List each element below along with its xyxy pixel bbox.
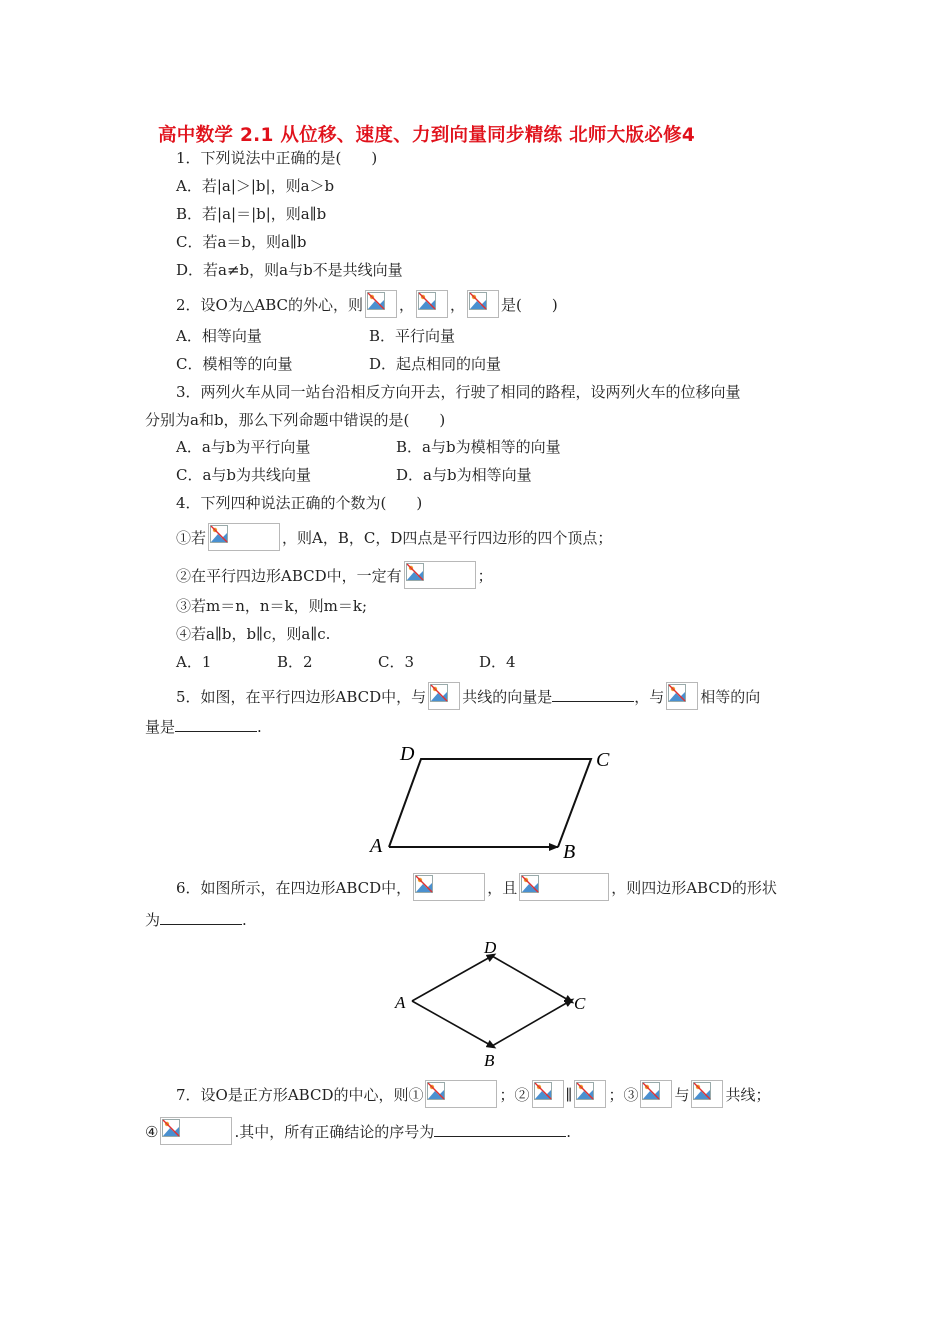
- q1-option-c: C．若a＝b，则a∥b: [176, 233, 307, 251]
- q1-option-b: B．若|a|＝|b|，则a∥b: [176, 205, 327, 223]
- formula-image-placeholder: [666, 682, 698, 710]
- broken-image-icon: [576, 1082, 594, 1100]
- formula-image-placeholder: [640, 1080, 672, 1108]
- label-c: C: [574, 994, 586, 1013]
- q4-option-a: A．1: [176, 653, 212, 671]
- q4-option-c: C．3: [378, 653, 415, 671]
- answer-blank[interactable]: [160, 910, 242, 925]
- formula-image-placeholder: [365, 290, 397, 318]
- q4-option-b: B．2: [277, 653, 313, 671]
- vector-bc: [492, 1001, 570, 1046]
- q1-option-a: A．若|a|＞|b|，则a＞b: [176, 177, 335, 195]
- q4-statement-1: ①若 ，则A，B，C，D四点是平行四边形的四个顶点；: [176, 525, 612, 553]
- q4-statement-4: ④若a∥b，b∥c，则a∥c.: [176, 625, 331, 643]
- q2-option-c: C．模相等的向量: [176, 355, 293, 373]
- formula-image-placeholder: [467, 290, 499, 318]
- formula-image-placeholder: [413, 873, 485, 901]
- answer-blank[interactable]: [552, 687, 634, 702]
- broken-image-icon: [418, 292, 436, 310]
- q2-stem-post: 是( ): [501, 296, 558, 314]
- label-a: A: [395, 993, 406, 1012]
- vector-dc: [492, 956, 570, 1001]
- broken-image-icon: [668, 684, 686, 702]
- broken-image-icon: [427, 1082, 445, 1100]
- parallelogram-figure: [360, 738, 620, 864]
- q2-option-a: A．相等向量: [176, 327, 262, 345]
- q3-option-c: C．a与b为共线向量: [176, 466, 312, 484]
- answer-blank[interactable]: [175, 717, 257, 732]
- broken-image-icon: [162, 1119, 180, 1137]
- q2-stem-pre: 2．设O为△ABC的外心，则: [176, 296, 363, 314]
- broken-image-icon: [210, 525, 228, 543]
- q6-stem-line2: 为 .: [145, 911, 247, 929]
- formula-image-placeholder: [160, 1117, 232, 1145]
- label-b: B: [563, 841, 576, 863]
- formula-image-placeholder: [574, 1080, 606, 1108]
- rhombus-figure: [390, 934, 600, 1070]
- broken-image-icon: [406, 563, 424, 581]
- broken-image-icon: [693, 1082, 711, 1100]
- broken-image-icon: [521, 875, 539, 893]
- label-d: D: [400, 743, 415, 765]
- q4-statement-2: ②在平行四边形ABCD中，一定有 ；: [176, 563, 493, 591]
- broken-image-icon: [367, 292, 385, 310]
- label-d: D: [484, 938, 497, 957]
- q3-option-b: B．a与b为模相等的向量: [396, 438, 561, 456]
- q2-option-d: D．起点相同的向量: [369, 355, 502, 373]
- formula-image-placeholder: [416, 290, 448, 318]
- q6-stem-line1: 6．如图所示，在四边形ABCD中， ，且 ，则四边形ABCD的形状: [176, 875, 777, 903]
- q3-option-a: A．a与b为平行向量: [176, 438, 311, 456]
- q1-stem: 1．下列说法中正确的是( ): [176, 149, 378, 167]
- vector-ab: [412, 1001, 492, 1046]
- broken-image-icon: [430, 684, 448, 702]
- formula-image-placeholder: [532, 1080, 564, 1108]
- q7-stem-line2: ④ .其中，所有正确结论的序号为 .: [145, 1119, 571, 1147]
- parallelogram-sides: [389, 759, 591, 847]
- q4-option-d: D．4: [479, 653, 516, 671]
- page-title: 高中数学 2.1 从位移、速度、力到向量同步精练 北师大版必修4: [158, 125, 696, 146]
- label-a: A: [370, 835, 383, 857]
- label-c: C: [596, 749, 610, 771]
- formula-image-placeholder: [404, 561, 476, 589]
- q2-option-b: B．平行向量: [369, 327, 456, 345]
- broken-image-icon: [642, 1082, 660, 1100]
- label-b: B: [484, 1051, 495, 1070]
- formula-image-placeholder: [425, 1080, 497, 1108]
- vector-ad: [412, 956, 492, 1001]
- q3-stem-line2: 分别为a和b，那么下列命题中错误的是( ): [145, 411, 446, 429]
- q3-stem-line1: 3．两列火车从同一站台沿相反方向开去，行驶了相同的路程，设两列火车的位移向量: [176, 383, 741, 401]
- broken-image-icon: [534, 1082, 552, 1100]
- answer-blank[interactable]: [434, 1122, 566, 1137]
- formula-image-placeholder: [208, 523, 280, 551]
- q2-stem: 2．设O为△ABC的外心，则 ， ， 是( ): [176, 292, 558, 320]
- q7-stem-line1: 7．设O是正方形ABCD的中心，则① ；② ∥ ；③ 与 共线；: [176, 1082, 770, 1110]
- q4-stem: 4．下列四种说法正确的个数为( ): [176, 494, 423, 512]
- q1-option-d: D．若a≠b，则a与b不是共线向量: [176, 261, 403, 279]
- q5-stem-line2: 量是 .: [145, 718, 262, 736]
- formula-image-placeholder: [428, 682, 460, 710]
- q3-option-d: D．a与b为相等向量: [396, 466, 532, 484]
- q4-statement-3: ③若m＝n，n＝k，则m＝k;: [176, 597, 368, 615]
- formula-image-placeholder: [691, 1080, 723, 1108]
- q5-stem-line1: 5．如图，在平行四边形ABCD中，与 共线的向量是 ，与 相等的向: [176, 684, 760, 712]
- broken-image-icon: [469, 292, 487, 310]
- broken-image-icon: [415, 875, 433, 893]
- formula-image-placeholder: [519, 873, 609, 901]
